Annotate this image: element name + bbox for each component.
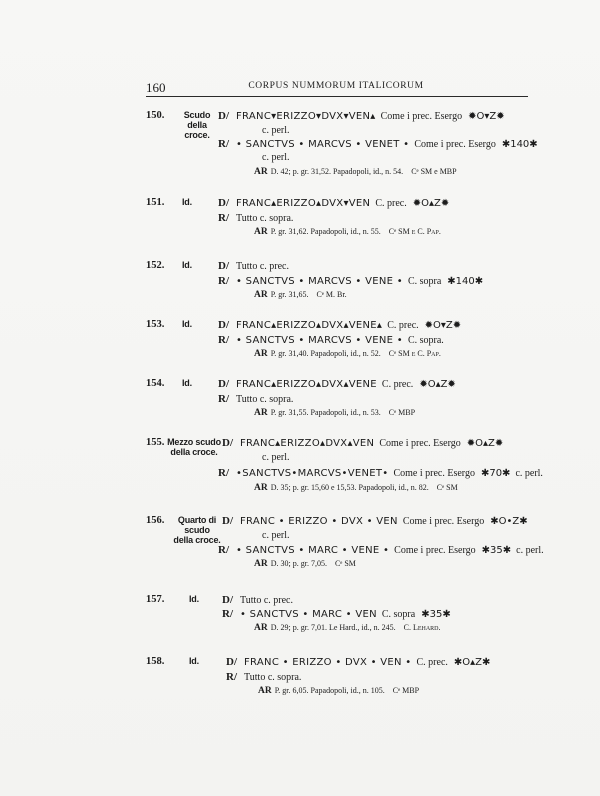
reverse-text: Tutto c. sopra.	[244, 672, 302, 683]
obverse-text: Come i prec. Esergo	[380, 111, 463, 122]
coin-type-line: Quarto di scudo	[177, 515, 217, 535]
reference-text: P. gr. 31,62. Papadopoli, id., n. 55.	[270, 227, 381, 236]
obverse-line	[218, 260, 289, 272]
obverse-siglum: D/	[222, 594, 233, 606]
obverse-exergue: ✹O▴Z✹	[466, 438, 504, 449]
collection: Cᵉ SM	[436, 483, 458, 492]
silver-mark: AR	[254, 167, 268, 177]
obverse-line	[218, 110, 505, 122]
obverse-siglum: D/	[222, 437, 233, 449]
coin-type	[189, 594, 199, 604]
reverse-exergue: ✱140✱	[501, 139, 538, 150]
coin-type	[182, 197, 192, 207]
entry-number: 151.	[146, 197, 165, 208]
reverse-siglum: R/	[218, 393, 229, 405]
reference-text: P. gr. 31,65.	[270, 290, 309, 299]
reverse-line	[226, 671, 301, 683]
reverse-exergue: ✱35✱	[481, 545, 512, 556]
obverse-continuation: c. perl.	[262, 530, 290, 541]
obverse-legend: FRANC▴ERIZZO▴DVX▴VEN	[240, 438, 375, 449]
reference-text: D. 29; p. gr. 7,01. Le Hard., id., n. 245.	[270, 623, 396, 632]
reference-line	[254, 623, 441, 633]
collection: Cᵉ SM	[334, 559, 356, 568]
page-header	[146, 76, 526, 96]
obverse-text: C. prec.	[381, 379, 414, 390]
obverse-line	[222, 437, 503, 449]
obverse-text: Come i prec. Esergo	[379, 438, 461, 449]
header-rule	[146, 96, 528, 97]
coin-type-line: della croce.	[170, 447, 218, 457]
obverse-line	[218, 378, 456, 390]
reverse-legend: • SANCTVS • MARC • VEN	[240, 609, 377, 620]
reverse-line	[218, 334, 444, 346]
silver-mark: AR	[254, 227, 268, 237]
obverse-legend: FRANC • ERIZZO • DVX • VEN •	[244, 657, 412, 668]
reference-line	[254, 559, 356, 569]
page-number: 160	[146, 80, 166, 95]
reverse-line	[218, 393, 293, 405]
reference-line	[254, 408, 415, 418]
reverse-siglum: R/	[218, 138, 229, 150]
obverse-siglum: D/	[218, 197, 229, 209]
reverse-siglum: R/	[226, 671, 237, 683]
silver-mark: AR	[254, 349, 268, 359]
silver-mark: AR	[254, 290, 268, 300]
obverse-exergue: ✹O▾Z✹	[424, 320, 462, 331]
obverse-text: C. prec.	[387, 320, 419, 331]
silver-mark: AR	[254, 559, 268, 569]
reverse-siglum: R/	[218, 212, 229, 224]
obverse-continuation: c. perl.	[262, 452, 290, 463]
reference-text: D. 30; p. gr. 7,05.	[270, 559, 327, 568]
obverse-line	[218, 197, 449, 209]
coin-type-line: Scudo	[183, 110, 211, 120]
obverse-legend: FRANC▴ERIZZO▴DVX▴VENE▴	[236, 320, 383, 331]
reverse-legend: • SANCTVS • MARCVS • VENE •	[236, 335, 403, 346]
reverse-text: C. sopra	[381, 609, 416, 620]
reverse-legend: •SANCTVS•MARCVS•VENET•	[236, 468, 389, 479]
reference-text: P. gr. 31,55. Papadopoli, id., n. 53.	[270, 408, 381, 417]
entry-number: 155.	[146, 437, 165, 448]
obverse-exergue: ✹O▴Z✹	[412, 198, 450, 209]
running-title: CORPUS NUMMORUM ITALICORUM	[248, 81, 424, 91]
reverse-line	[218, 275, 483, 287]
silver-mark: AR	[254, 483, 268, 493]
entry-number: 152.	[146, 260, 165, 271]
obverse-exergue: ✹O▴Z✹	[419, 379, 456, 390]
obverse-exergue: ✱O▴Z✱	[453, 657, 491, 668]
reverse-text: C. sopra.	[407, 335, 444, 346]
reverse-continuation: c. perl.	[262, 152, 290, 163]
coin-type	[182, 319, 192, 329]
coin-type	[182, 260, 192, 270]
reverse-text: Come i prec. Esergo	[393, 468, 475, 479]
entry-number: 158.	[146, 656, 165, 667]
obverse-line	[218, 319, 461, 331]
reverse-tail: c. perl.	[515, 468, 543, 479]
reference-text: P. gr. 31,40. Papadopoli, id., n. 52.	[270, 349, 381, 358]
entry-number: 154.	[146, 378, 165, 389]
obverse-siglum: D/	[222, 515, 233, 527]
obverse-legend: FRANC▴ERIZZO▴DVX▾VEN	[236, 198, 371, 209]
reference-line	[254, 167, 457, 177]
reference-line	[254, 483, 458, 493]
reverse-line	[218, 138, 538, 150]
silver-mark: AR	[254, 408, 268, 418]
obverse-continuation: c. perl.	[262, 125, 290, 136]
obverse-text: Tutto c. prec.	[236, 261, 289, 272]
reverse-exergue: ✱70✱	[480, 468, 511, 479]
reference-text: P. gr. 6,05. Papadopoli, id., n. 105.	[274, 686, 385, 695]
coin-type-line: della croce.	[184, 120, 210, 140]
collection: Cᵉ MBP	[392, 686, 420, 695]
obverse-line	[226, 656, 490, 668]
entry-number: 153.	[146, 319, 165, 330]
coin-type-line: Id.	[189, 656, 199, 666]
reference-text: D. 35; p. gr. 15,60 e 15,53. Papadopoli, id., n. 82.	[270, 483, 429, 492]
silver-mark: AR	[254, 623, 268, 633]
coin-type-line: Mezzo scudo	[167, 437, 221, 447]
entry-number: 157.	[146, 594, 165, 605]
collection: Cᵉ SM e MBP	[411, 167, 457, 176]
obverse-legend: FRANC▴ERIZZO▴DVX▴VENE	[236, 379, 377, 390]
reverse-exergue: ✱140✱	[447, 276, 484, 287]
obverse-text: C. prec.	[375, 198, 407, 209]
reference-line	[254, 290, 347, 300]
reference-line	[254, 227, 441, 237]
collection: C. Lehard.	[403, 623, 441, 632]
obverse-siglum: D/	[218, 260, 229, 272]
obverse-siglum: D/	[218, 378, 229, 390]
obverse-text: C. prec.	[416, 657, 448, 668]
reverse-legend: • SANCTVS • MARCVS • VENET •	[236, 139, 410, 150]
collection: Cᵉ MBP	[388, 408, 416, 417]
obverse-text: Come i prec. Esergo	[402, 516, 485, 527]
coin-type	[176, 110, 218, 140]
reverse-siglum: R/	[218, 334, 229, 346]
entry-number: 156.	[146, 515, 165, 526]
coin-type	[168, 515, 226, 545]
coin-type-line: Id.	[182, 260, 192, 270]
reverse-line	[218, 544, 544, 556]
coin-type-line: Id.	[182, 319, 192, 329]
coin-type-line: Id.	[189, 594, 199, 604]
obverse-exergue: ✱O•Z✱	[490, 516, 528, 527]
reverse-legend: • SANCTVS • MARCVS • VENE •	[236, 276, 403, 287]
obverse-line	[222, 594, 293, 606]
obverse-siglum: D/	[226, 656, 237, 668]
obverse-text: Tutto c. prec.	[240, 595, 293, 606]
obverse-legend: FRANC▾ERIZZO▾DVX▾VEN▴	[236, 111, 376, 122]
obverse-siglum: D/	[218, 319, 229, 331]
reverse-siglum: R/	[218, 544, 229, 556]
collection: Cᵉ SM e C. Pap.	[388, 227, 441, 236]
obverse-exergue: ✹O▾Z✹	[468, 111, 505, 122]
reference-line	[258, 686, 419, 696]
reverse-siglum: R/	[218, 467, 229, 479]
reverse-text: Tutto c. sopra.	[236, 394, 294, 405]
coin-type	[166, 437, 222, 457]
reverse-legend: • SANCTVS • MARC • VENE •	[236, 545, 390, 556]
obverse-line	[222, 515, 528, 527]
reverse-text: C. sopra	[407, 276, 442, 287]
coin-type-line: Id.	[182, 197, 192, 207]
reverse-tail: c. perl.	[516, 545, 544, 556]
reverse-line	[222, 608, 451, 620]
coin-type-line: della croce.	[173, 535, 221, 545]
reverse-text: Tutto c. sopra.	[236, 213, 294, 224]
entry-number: 150.	[146, 110, 165, 121]
obverse-legend: FRANC • ERIZZO • DVX • VEN	[240, 516, 398, 527]
reverse-siglum: R/	[222, 608, 233, 620]
reference-text: D. 42; p. gr. 31,52. Papadopoli, id., n. 54.	[270, 167, 404, 176]
reverse-text: Come i prec. Esergo	[414, 139, 496, 150]
reverse-text: Come i prec. Esergo	[394, 545, 476, 556]
reference-line	[254, 349, 441, 359]
reverse-exergue: ✱35✱	[421, 609, 451, 620]
coin-type-line: Id.	[182, 378, 192, 388]
obverse-siglum: D/	[218, 110, 229, 122]
collection: Cᵉ M. Br.	[316, 290, 347, 299]
reverse-siglum: R/	[218, 275, 229, 287]
coin-type	[189, 656, 199, 666]
silver-mark: AR	[258, 686, 272, 696]
reverse-line	[218, 212, 293, 224]
reverse-line	[218, 467, 543, 479]
collection: Cᵉ SM e C. Pap.	[388, 349, 441, 358]
coin-type	[182, 378, 192, 388]
